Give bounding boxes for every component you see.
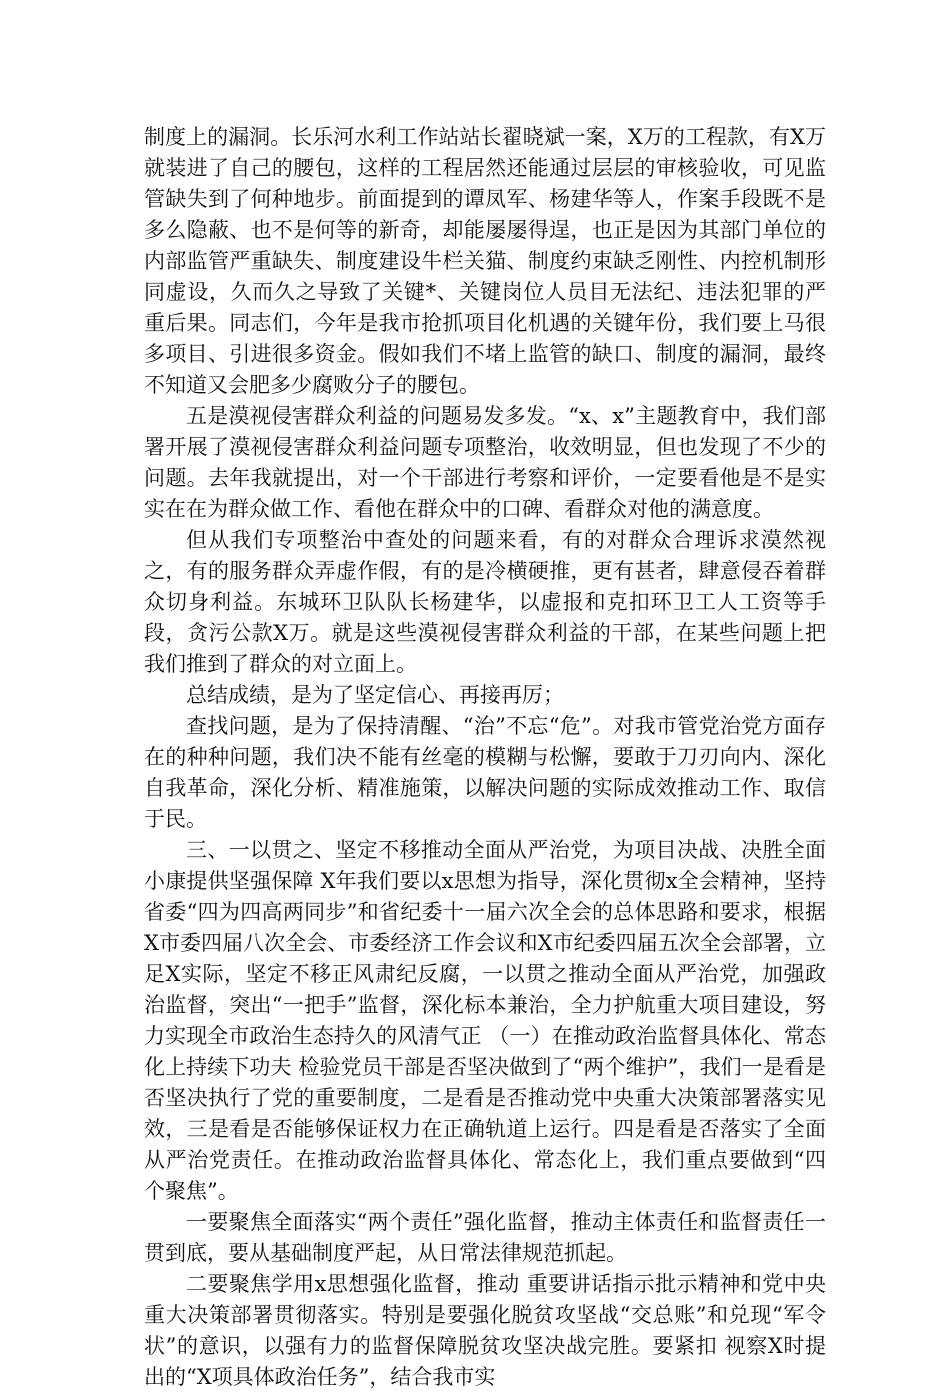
paragraph-3: 但从我们专项整治中查处的问题来看，有的对群众合理诉求漠然视之，有的服务群众弄虚作假，有的是冷横硬推，更有甚者，肆意侵吞着群众切身利益。东城环卫队队长杨建华，以虚报和克扣环卫工人工资等手段，贪污公款X万。就是这些漠视侵害群众利益的干部，在某些问题上把我们推到了群众的对立面上。 [144,528,826,676]
paragraph-7: 一要聚焦全面落实“两个责任”强化监督，推动主体责任和监督责任一贯到底，要从基础制度严起，从日常法律规范抓起。 [144,1210,826,1265]
paragraph-2: 五是漠视侵害群众利益的问题易发多发。“x、x”主题教育中，我们部署开展了漠视侵害群众利益问题专项整治，收效明显，但也发现了不少的问题。去年我就提出，对一个干部进行考察和评价，一定要看他是不是实实在在为群众做工作、看他在群众中的口碑、看群众对他的满意度。 [144,404,826,521]
paragraph-4: 总结成绩，是为了坚定信心、再接再厉； [186,683,564,707]
paragraph-6: 三、一以贯之、坚定不移推动全面从严治党，为项目决战、决胜全面小康提供坚强保障 X年我们要以x思想为指导，深化贯彻x全会精神，坚持省委“四为四高两同步”和省纪委十一届六次全会的总体思路和要求，根据X市委四届八次全会、市委经济工作会议和X市纪委四届五次全会部署，立足X实际，坚定不移正风肃纪反腐，一以贯之推动全面从严治党，加强政治监督，突出“一把手”监督，深化标本兼治，全力护航重大项目建设，努力实现全市政治生态持久的风清气正 （一）在推动政治监督具体化、常态化上持续下功夫 检验党员干部是否坚决做到了“两个维护”，我们一是看是否坚决执行了党的重要制度，二是看是否推动党中央重大决策部署落实见效，三是看是否能够保证权力在正确轨道上运行。四是看是否落实了全面从严治党责任。在推动政治监督具体化、常态化上，我们重点要做到“四个聚焦”。 [144,838,826,1203]
document-body [144,122,826,1393]
paragraph-8: 二要聚焦学用x思想强化监督，推动 重要讲话指示批示精神和党中央重大决策部署贯彻落实。特别是要强化脱贫攻坚战“交总账”和兑现“军令状”的意识，以强有力的监督保障脱贫攻坚决战完胜。要紧扣 视察X时提出的“X项具体政治任务”，结合我市实 [144,1272,826,1389]
paragraph-5: 查找问题，是为了保持清醒、“治”不忘“危”。对我市管党治党方面存在的种种问题，我们决不能有丝毫的模糊与松懈，要敢于刀刃向内、深化自我革命，深化分析、精准施策，以解决问题的实际成效推动工作、取信于民。 [144,714,826,831]
paragraph-1: 制度上的漏洞。长乐河水利工作站站长翟晓斌一案，X万的工程款，有X万就装进了自己的腰包，这样的工程居然还能通过层层的审核验收，可见监管缺失到了何种地步。前面提到的谭凤军、杨建华等人，作案手段既不是多么隐蔽、也不是何等的新奇，却能屡屡得逞，也正是因为其部门单位的内部监管严重缺失、制度建设牛栏关猫、制度约束缺乏刚性、内控机制形同虚设，久而久之导致了关键*、关键岗位人员目无法纪、违法犯罪的严重后果。同志们，今年是我市抢抓项目化机遇的关键年份，我们要上马很多项目、引进很多资金。假如我们不堵上监管的缺口、制度的漏洞，最终不知道又会肥多少腐败分子的腰包。 [144,125,826,397]
